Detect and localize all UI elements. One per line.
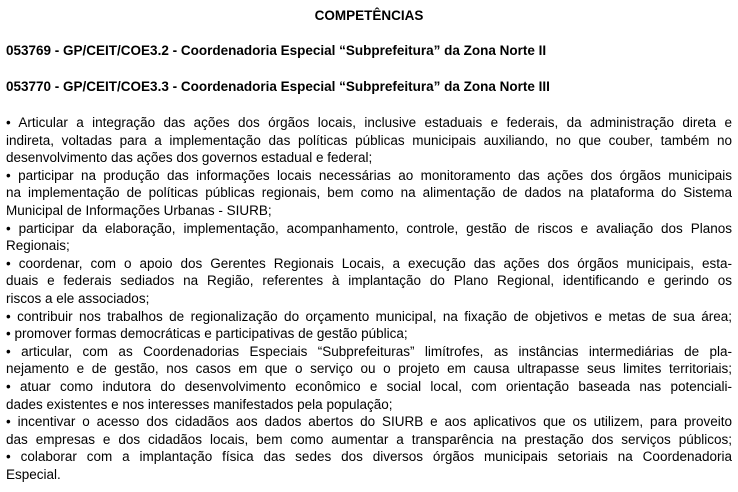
text-line: • incentivar o acesso dos cidadãos aos dados abertos do SIURB e aos aplicativos que os utilizem, para proveito [6, 414, 732, 430]
competencias-list [6, 114, 732, 483]
text-line: • participar da elaboração, implementação, acompanhamento, controle, gestão de riscos e avaliação dos Planos [6, 220, 732, 236]
text-line: • coordenar, com o apoio dos Gerentes Regionais Locais, a execução das ações dos órgãos municipais, esta- [6, 255, 732, 271]
text-line: Especial. [6, 466, 61, 482]
text-line: riscos a ele associados; [6, 290, 150, 306]
text-line: Municipal de Informações Urbanas - SIURB; [6, 202, 272, 218]
text-line: nejamento e de gestão, nos casos em que o serviço ou o projeto em causa ultrapasse seus limites territoriais; [6, 361, 732, 377]
text-line: Regionais; [6, 238, 70, 254]
text-line: • participar na produção das informações locais necessárias ao monitoramento das ações dos órgãos municipais [6, 167, 732, 183]
unit-heading-zona-norte-ii: 053769 - GP/CEIT/COE3.2 - Coordenadoria Especial “Subprefeitura” da Zona Norte II [6, 43, 547, 58]
text-line: • contribuir nos trabalhos de regionalização do orçamento municipal, na fixação de objetivos e metas de sua área; [6, 308, 732, 324]
text-line: • Articular a integração das ações dos órgãos locais, inclusive estaduais e federais, da administração direta e [6, 115, 732, 130]
unit-heading-zona-norte-iii: 053770 - GP/CEIT/COE3.3 - Coordenadoria Especial “Subprefeitura” da Zona Norte III [6, 79, 550, 94]
text-line: indireta, voltadas para a implementação das políticas públicas municipais auxiliando, no que couber, também no [6, 132, 732, 148]
text-line: • promover formas democráticas e participativas de gestão pública; [6, 326, 408, 342]
text-line: dades existentes e nos interesses manifestados pela população; [6, 396, 393, 412]
text-line: duais e federais sediados na Região, referentes à implantação do Plano Regional, identificando e gerindo os [6, 273, 732, 289]
text-line: • atuar como indutora do desenvolvimento econômico e social local, com orientação baseada nas potenciali- [6, 378, 732, 394]
text-line: • articular, com as Coordenadorias Especiais “Subprefeituras” limítrofes, as instâncias intermediárias de pla- [6, 343, 732, 359]
text-line: desenvolvimento das ações dos governos estadual e federal; [6, 150, 373, 166]
text-line: das empresas e dos cidadãos locais, bem como aumentar a transparência na prestação dos serviços públicos; [6, 431, 732, 447]
text-line: na implementação de políticas públicas regionais, bem como na alimentação de dados na plataforma do Sistema [6, 185, 732, 201]
text-line: • colaborar com a implantação física das sedes dos diversos órgãos municipais setoriais na Coordenadoria [6, 449, 732, 465]
document-title: COMPETÊNCIAS [314, 8, 424, 23]
